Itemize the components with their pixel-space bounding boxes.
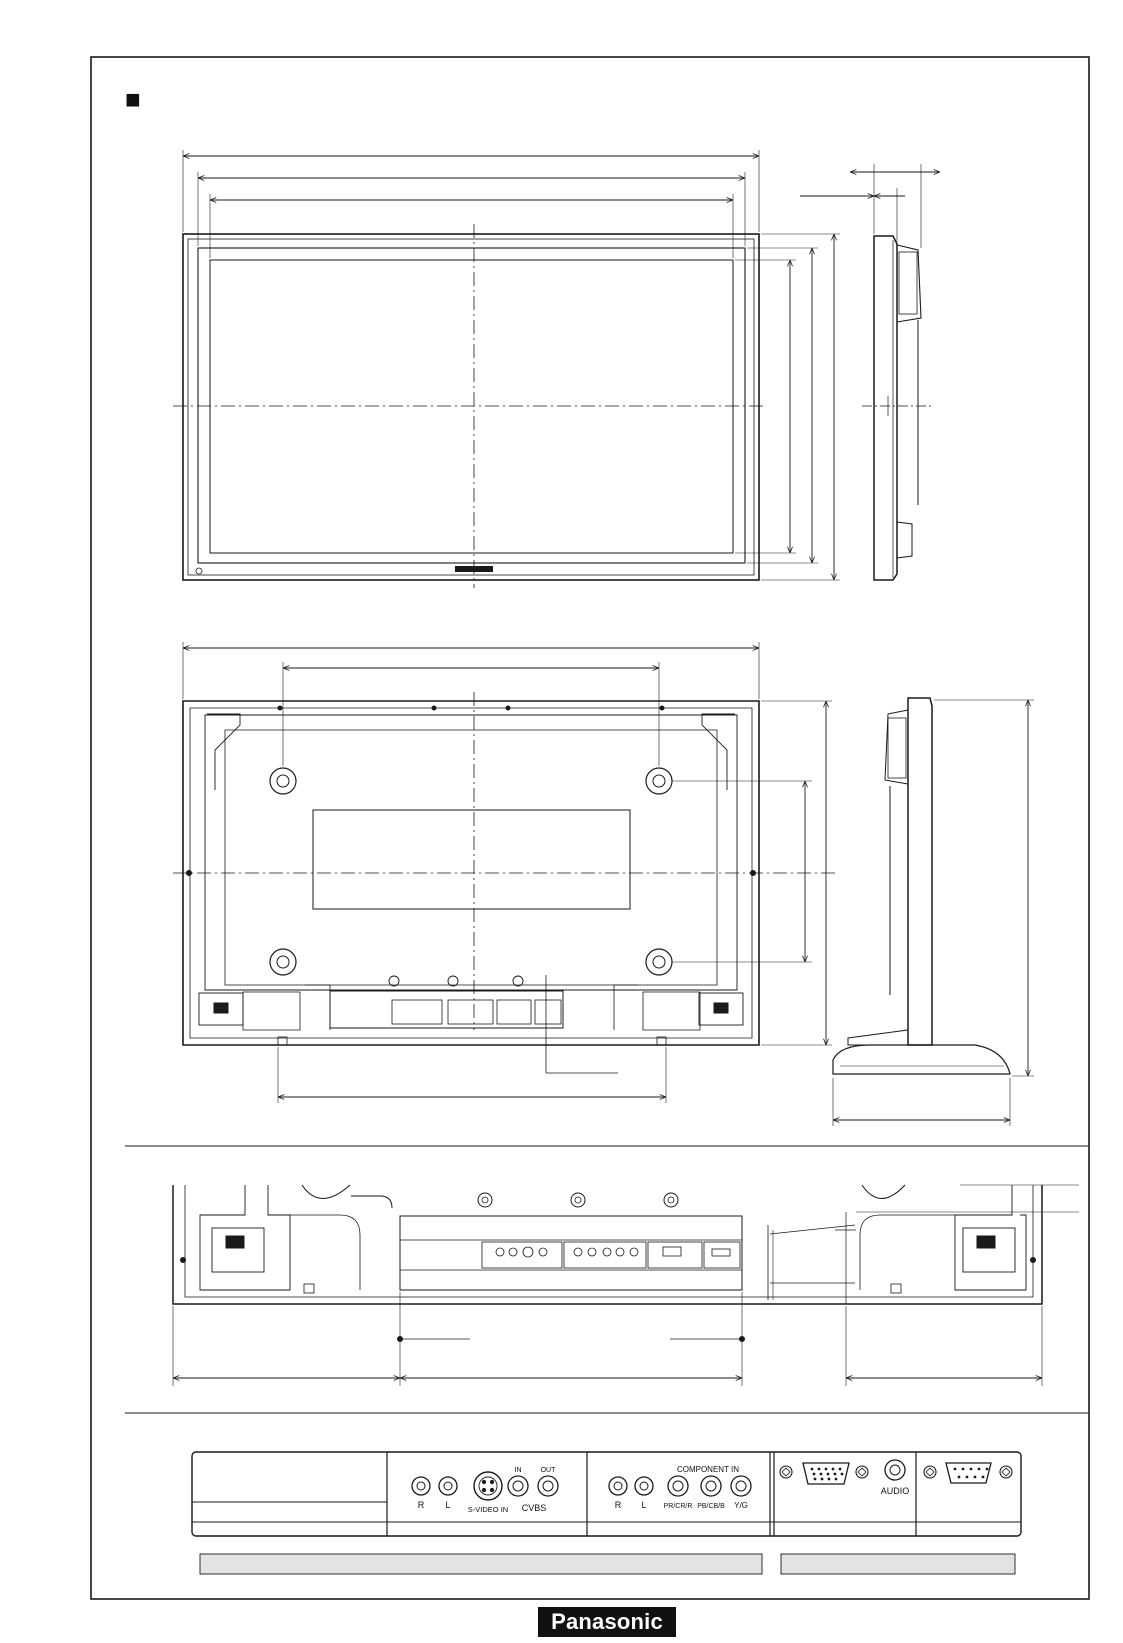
svideo-jack <box>474 1472 502 1500</box>
label-component-in: COMPONENT IN <box>676 1465 740 1474</box>
label-yg: Y/G <box>734 1501 748 1510</box>
label-pb: PB/CB/B <box>697 1503 725 1510</box>
rear-view <box>173 642 835 1103</box>
terminal-detail <box>173 1185 1079 1386</box>
label-audio: AUDIO <box>880 1486 910 1496</box>
label-cvbs-out: OUT <box>540 1467 556 1474</box>
page-border <box>91 57 1089 1599</box>
comp-audio-r <box>609 1477 627 1495</box>
cvbs-out-jack <box>538 1476 558 1496</box>
brand-logo: Panasonic <box>538 1607 676 1637</box>
section-marker: ■ <box>125 84 141 114</box>
label-audio-r: R <box>417 1500 425 1510</box>
comp-pb-jack <box>701 1476 721 1496</box>
serial-connector <box>924 1463 1012 1483</box>
side-view-top <box>800 164 940 580</box>
label-cvbs-in: IN <box>514 1467 522 1474</box>
pc-inputs-band <box>781 1554 1015 1574</box>
cvbs-in-jack <box>508 1476 528 1496</box>
label-cvbs: CVBS <box>521 1503 547 1513</box>
rca-jack-r <box>412 1477 430 1495</box>
rca-jack-l <box>439 1477 457 1495</box>
side-view-stand <box>833 698 1034 1126</box>
comp-pr-jack <box>668 1476 688 1496</box>
comp-audio-l <box>635 1477 653 1495</box>
analog-inputs-band <box>200 1554 762 1574</box>
comp-y-jack <box>731 1476 751 1496</box>
label-audio-l: L <box>445 1500 451 1510</box>
vga-connector <box>780 1463 868 1484</box>
label-comp-r: R <box>614 1500 622 1510</box>
label-comp-l: L <box>641 1500 647 1510</box>
audio-mini-jack <box>885 1460 905 1480</box>
label-pr: PR/CR/R <box>663 1503 693 1510</box>
front-view <box>173 150 840 588</box>
label-svideo-in: S-VIDEO IN <box>467 1505 509 1514</box>
